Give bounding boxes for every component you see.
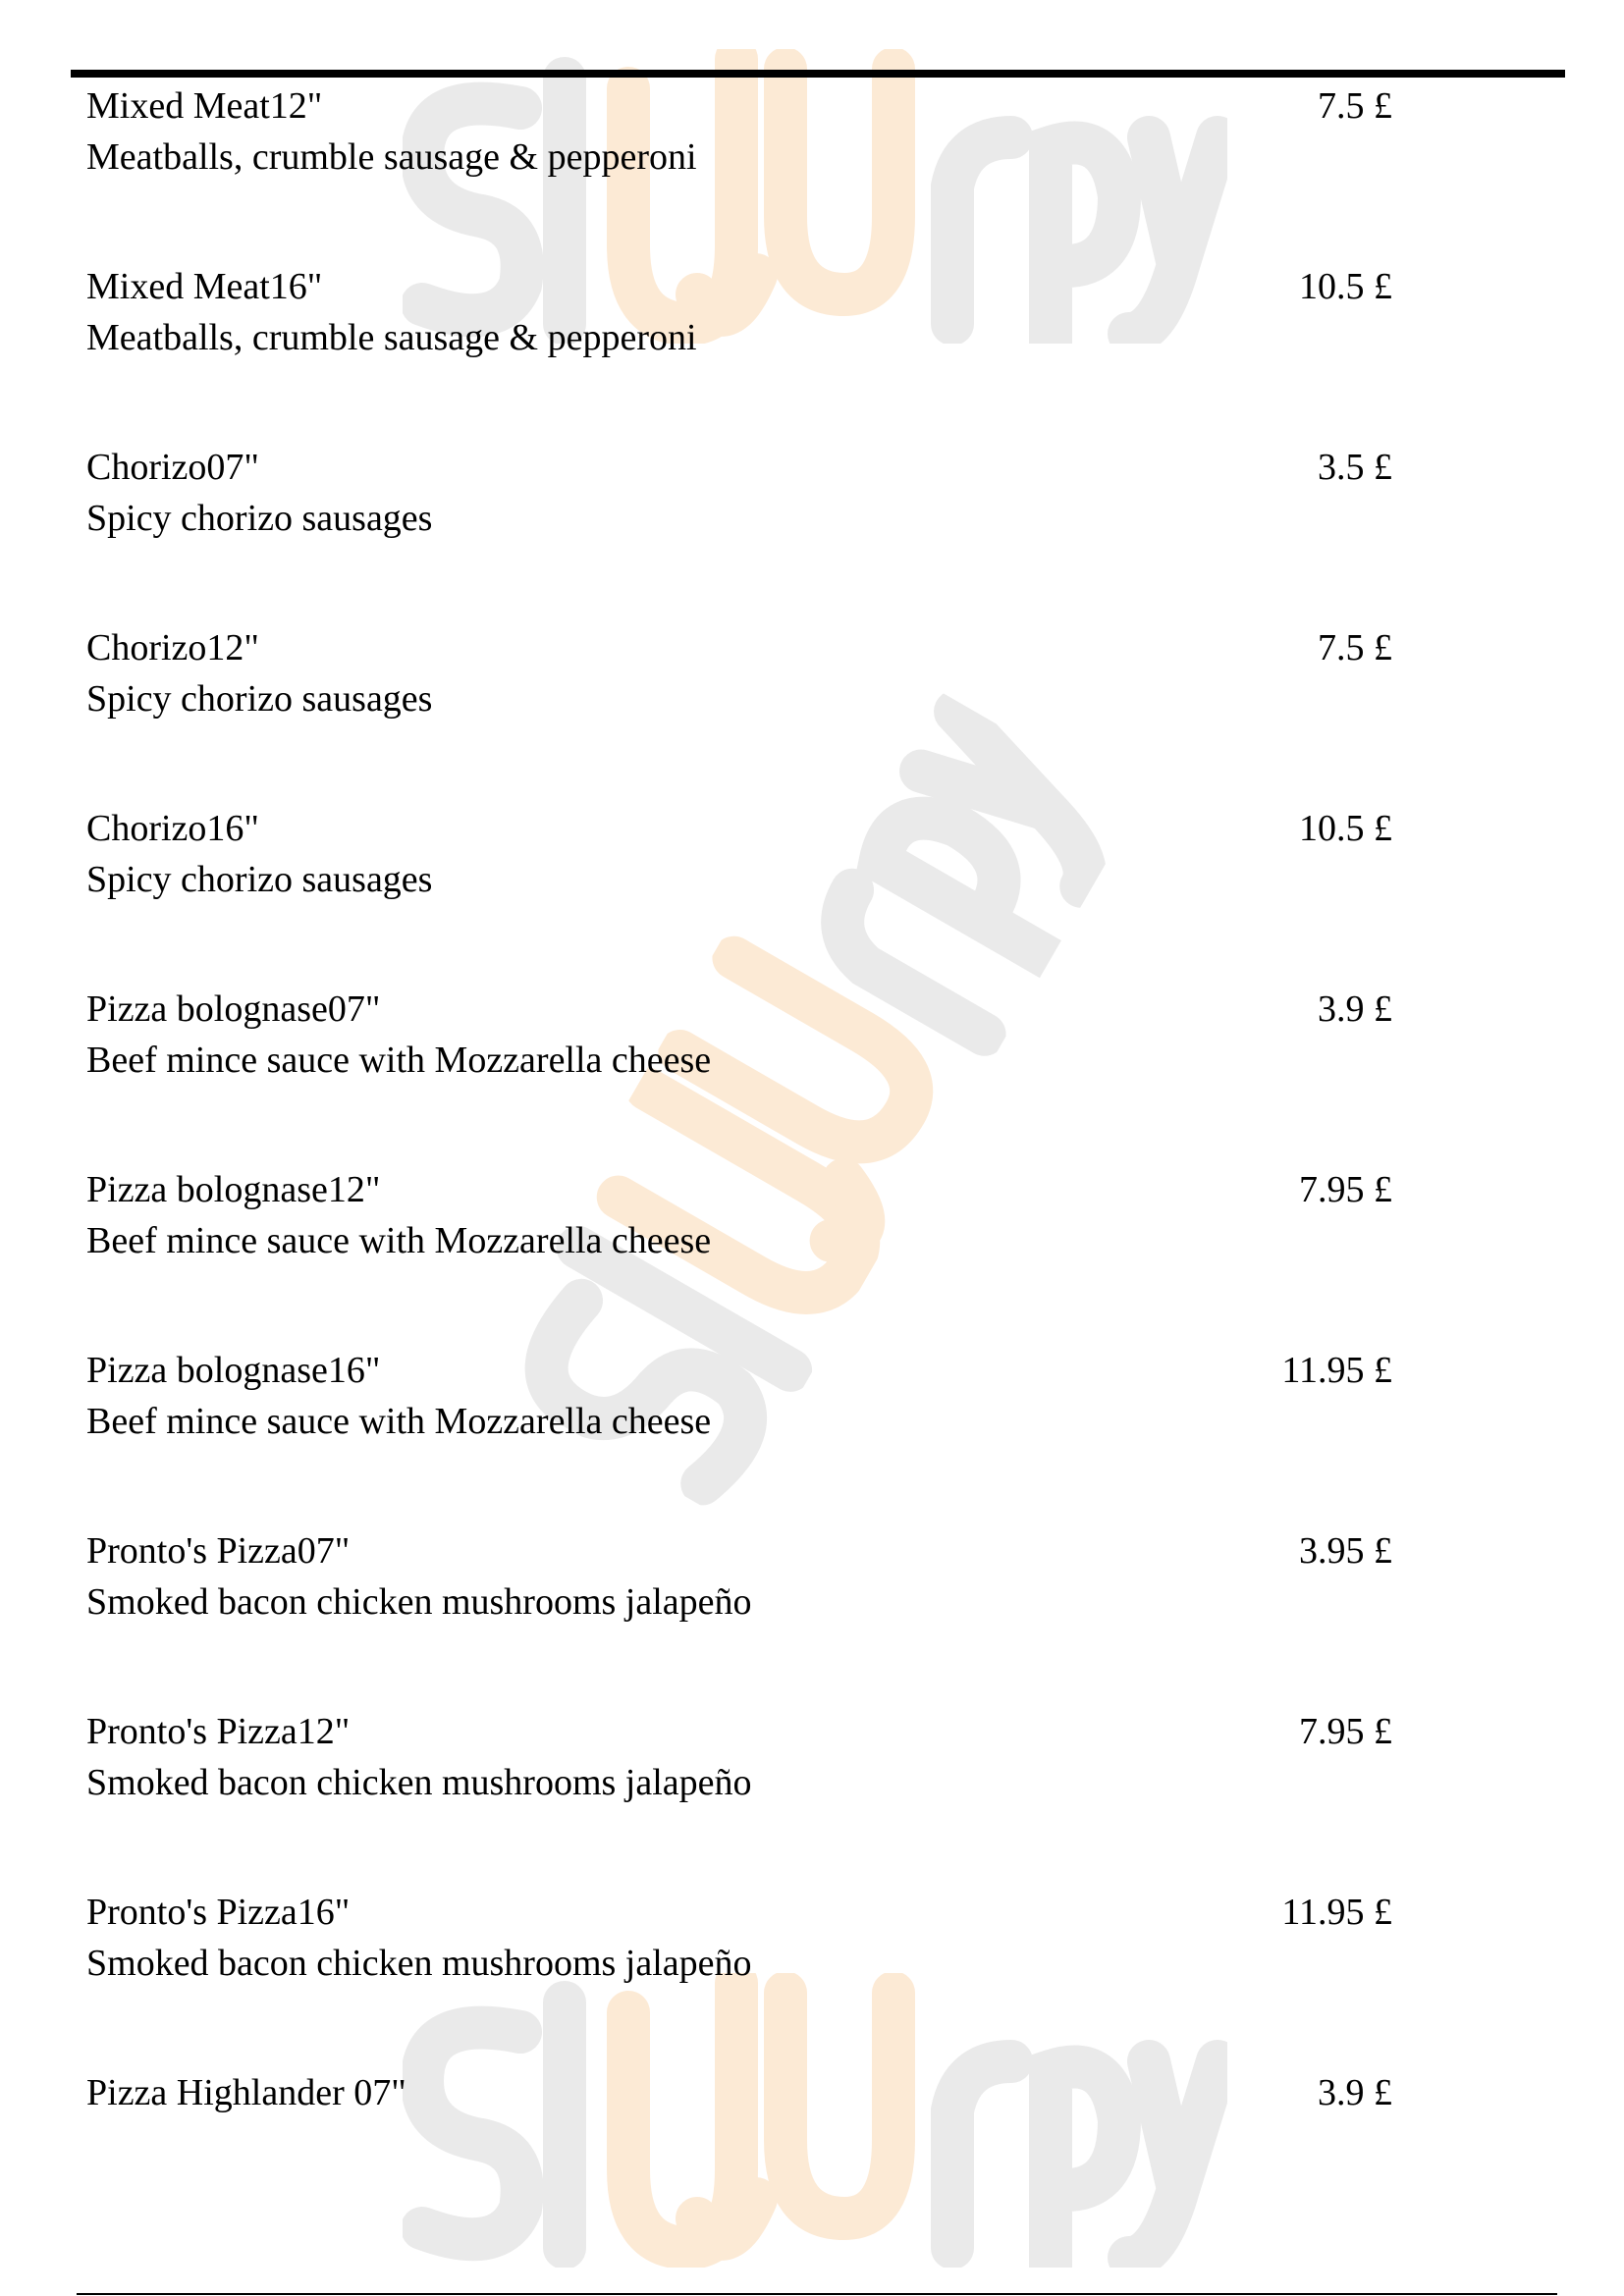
item-description: Spicy chorizo sausages [86, 498, 433, 539]
menu-item [86, 1345, 1392, 1525]
item-name: Pronto's Pizza07" [86, 1530, 351, 1572]
item-price: 3.5 £ [1318, 447, 1392, 488]
item-description: Spicy chorizo sausages [86, 678, 433, 720]
item-name: Pronto's Pizza12" [86, 1711, 351, 1752]
menu-item [86, 1706, 1392, 1887]
item-price: 10.5 £ [1299, 266, 1392, 307]
menu-item [86, 622, 1392, 803]
item-description: Meatballs, crumble sausage & pepperoni [86, 136, 697, 178]
item-name: Pizza bolognase16" [86, 1350, 381, 1391]
item-description: Beef mince sauce with Mozzarella cheese [86, 1401, 712, 1442]
menu-item [86, 80, 1392, 261]
item-price: 10.5 £ [1299, 808, 1392, 849]
item-description: Smoked bacon chicken mushrooms jalapeño [86, 1581, 752, 1623]
top-divider [71, 70, 1565, 78]
menu-item [86, 1525, 1392, 1706]
menu-item [86, 1887, 1392, 2067]
item-price: 7.95 £ [1299, 1169, 1392, 1210]
menu-item [86, 2067, 1392, 2248]
menu-item [86, 1164, 1392, 1345]
menu-item [86, 261, 1392, 442]
item-price: 11.95 £ [1281, 1892, 1392, 1933]
item-description: Meatballs, crumble sausage & pepperoni [86, 317, 697, 358]
item-name: Mixed Meat12" [86, 85, 323, 127]
item-price: 11.95 £ [1281, 1350, 1392, 1391]
item-description: Smoked bacon chicken mushrooms jalapeño [86, 1762, 752, 1803]
item-price: 3.9 £ [1318, 2072, 1392, 2113]
item-description: Beef mince sauce with Mozzarella cheese [86, 1040, 712, 1081]
bottom-divider [77, 2293, 1557, 2295]
item-name: Chorizo07" [86, 447, 259, 488]
item-name: Pronto's Pizza16" [86, 1892, 351, 1933]
menu-item [86, 984, 1392, 1164]
item-description: Smoked bacon chicken mushrooms jalapeño [86, 1943, 752, 1984]
menu-item [86, 442, 1392, 622]
item-description: Beef mince sauce with Mozzarella cheese [86, 1220, 712, 1261]
menu-list [86, 80, 1392, 2248]
item-name: Chorizo16" [86, 808, 259, 849]
item-price: 3.9 £ [1318, 988, 1392, 1030]
item-name: Chorizo12" [86, 627, 259, 668]
item-price: 3.95 £ [1299, 1530, 1392, 1572]
item-name: Pizza bolognase12" [86, 1169, 381, 1210]
menu-item [86, 803, 1392, 984]
item-description: Spicy chorizo sausages [86, 859, 433, 900]
item-price: 7.5 £ [1318, 627, 1392, 668]
item-name: Pizza Highlander 07" [86, 2072, 406, 2113]
item-price: 7.5 £ [1318, 85, 1392, 127]
item-price: 7.95 £ [1299, 1711, 1392, 1752]
item-name: Pizza bolognase07" [86, 988, 381, 1030]
item-name: Mixed Meat16" [86, 266, 323, 307]
